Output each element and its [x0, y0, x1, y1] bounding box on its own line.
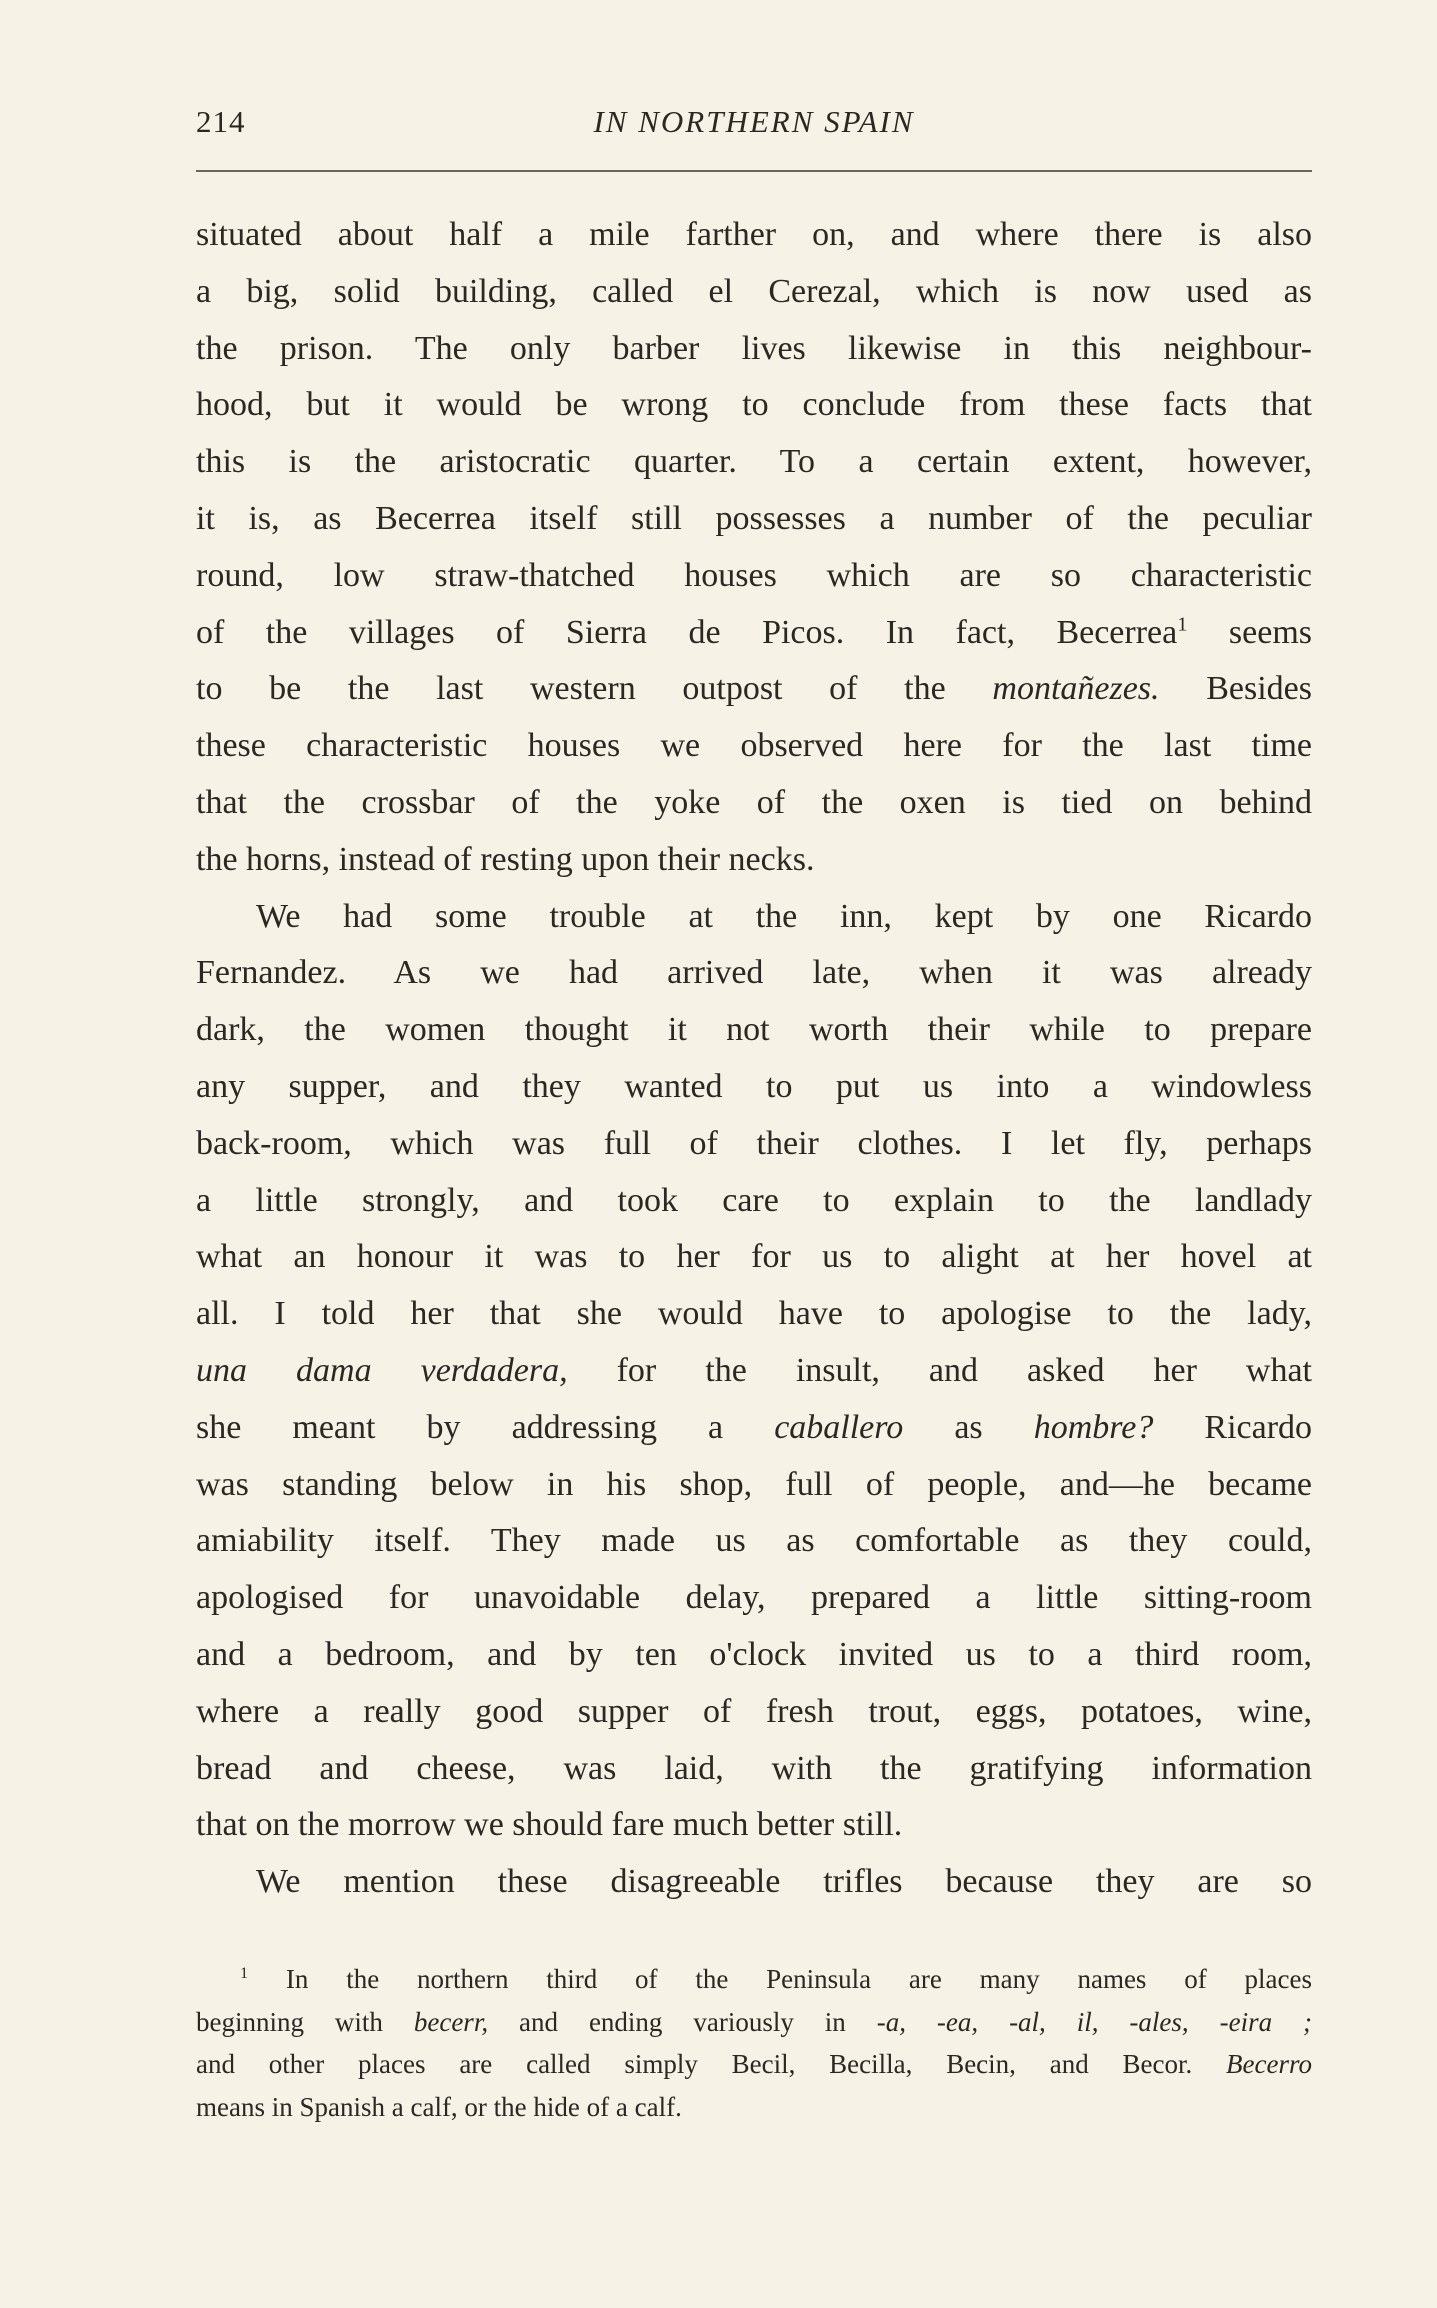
text-line: this is the aristocratic quarter. To a certain extent, however, [196, 443, 1312, 481]
text-line [196, 605, 1312, 662]
italic-term: una dama verdadera, [196, 1351, 568, 1389]
text-line: amiability itself. They made us as comfortable as they could, [196, 1522, 1312, 1560]
text-line: that the crossbar of the yoke of the oxen is tied on behind [196, 783, 1312, 821]
italic-term: hombre? [1033, 1408, 1154, 1446]
footnote-marker: 1 [240, 1964, 249, 1982]
text-line [196, 1343, 1312, 1400]
running-head [196, 104, 1312, 154]
text-line: dark, the women thought it not worth their while to prepare [196, 1011, 1312, 1049]
running-title: IN NORTHERN SPAIN [593, 104, 915, 139]
text-line: any supper, and they wanted to put us into a windowless [196, 1067, 1312, 1105]
text-segment: and ending variously in [519, 2006, 846, 2037]
text-line: bread and cheese, was laid, with the gratifying information [196, 1749, 1312, 1787]
text-line: hood, but it would be wrong to conclude from these facts that [196, 386, 1312, 424]
text-segment: of the villages of Sierra de Picos. In fact, Becerrea [196, 613, 1178, 651]
text-segment: Ricardo [1204, 1408, 1313, 1446]
italic-term: Becerro [1226, 2049, 1313, 2079]
text-line: a little strongly, and took care to explain to the landlady [196, 1181, 1312, 1219]
italic-term: -a, -ea, -al, il, -ales, -eira ; [876, 2006, 1313, 2037]
text-segment: beginning with [196, 2006, 383, 2037]
italic-term: montañezes. [992, 670, 1160, 708]
body-text [196, 207, 1312, 1911]
footnote [196, 1958, 1312, 2128]
text-line: a big, solid building, called el Cerezal, which is now used as [196, 272, 1312, 310]
footnote-line [196, 2001, 1312, 2044]
text-line: round, low straw-thatched houses which are so characteristic [196, 556, 1312, 594]
footnote-line [196, 2043, 1312, 2086]
text-segment: as [954, 1408, 983, 1446]
text-segment: she meant by addressing a [196, 1408, 724, 1446]
text-segment: In the northern third of the Peninsula are many names of places [285, 1964, 1312, 1994]
text-line [196, 661, 1312, 718]
text-segment: for the insult, and asked her what [616, 1351, 1313, 1389]
text-line: situated about half a mile farther on, and where there is also [196, 216, 1312, 253]
text-line: back-room, which was full of their clothes. I let fly, perhaps [196, 1124, 1312, 1162]
text-line: the horns, instead of resting upon their necks. [196, 840, 815, 878]
text-segment: to be the last western outpost of the [196, 670, 946, 708]
text-line: apologised for unavoidable delay, prepared a little sitting-room [196, 1579, 1312, 1617]
italic-term: becerr, [413, 2006, 489, 2037]
text-line: was standing below in his shop, full of people, and—he became [196, 1465, 1312, 1503]
text-line: all. I told her that she would have to apologise to the lady, [196, 1295, 1312, 1333]
footnote-reference: 1 [1177, 613, 1188, 636]
text-line: that on the morrow we should fare much better still. [196, 1806, 903, 1844]
italic-term: caballero [774, 1408, 904, 1446]
text-line: where a really good supper of fresh trout, eggs, potatoes, wine, [196, 1692, 1312, 1730]
text-line: and a bedroom, and by ten o'clock invited us to a third room, [196, 1635, 1312, 1673]
text-line: the prison. The only barber lives likewise in this neighbour- [196, 329, 1312, 367]
footnote-line: means in Spanish a calf, or the hide of a calf. [196, 2091, 682, 2122]
text-line: We mention these disagreeable trifles because they are so [256, 1863, 1312, 1901]
text-line: what an honour it was to her for us to alight at her hovel at [196, 1238, 1312, 1276]
text-line: We had some trouble at the inn, kept by one Ricardo [256, 897, 1312, 935]
page-number: 214 [196, 104, 246, 139]
header-rule [196, 170, 1312, 172]
footnote-line [196, 1958, 1312, 2001]
text-line: it is, as Becerrea itself still possesses a number of the peculiar [196, 499, 1312, 537]
text-segment: seems [1228, 613, 1313, 651]
text-line: these characteristic houses we observed here for the last time [196, 727, 1312, 765]
text-line: Fernandez. As we had arrived late, when it was already [196, 954, 1312, 992]
text-line [196, 1400, 1312, 1457]
text-segment: Besides [1206, 670, 1312, 708]
text-segment: and other places are called simply Becil, Becilla, Becin, and Becor. [196, 2049, 1193, 2079]
